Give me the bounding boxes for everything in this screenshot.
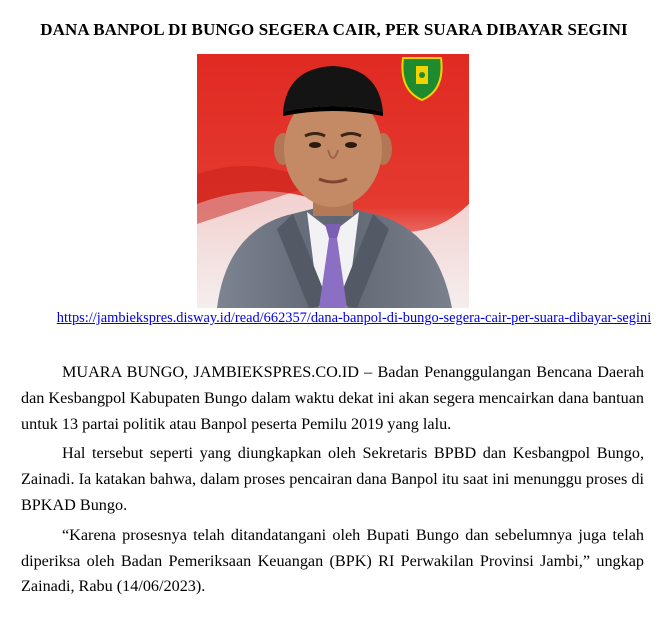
article-photo (197, 54, 469, 308)
source-link[interactable]: https://jambiekspres.disway.id/read/662357/dana-banpol-di-bungo-segera-cair-per-suara-dibayar-segini (56, 310, 652, 326)
article-title: DANA BANPOL DI BUNGO SEGERA CAIR, PER SUARA DIBAYAR SEGINI (40, 20, 628, 39)
paragraph: “Karena prosesnya telah ditandatangani oleh Bupati Bungo dan sebelumnya juga telah diperiksa oleh Badan Pemeriksaan Keuangan (BPK) RI Perwakilan Provinsi Jambi,” ungkap Zainadi, Rabu (14/06/2023). (21, 525, 644, 596)
article-body (21, 360, 644, 604)
paragraph: Hal tersebut seperti yang diungkapkan oleh Sekretaris BPBD dan Kesbangpol Bungo, Zainadi. Ia katakan bahwa, dalam proses pencairan dana Banpol itu saat ini menunggu proses di BPKAD Bungo. (21, 444, 644, 514)
paragraph: MUARA BUNGO, JAMBIEKSPRES.CO.ID – Badan Penanggulangan Bencana Daerah dan Kesbangpol Kabupaten Bungo dalam waktu dekat ini akan segera mencairkan dana bantuan untuk 13 partai politik atau Banpol peserta Pemilu 2019 yang lalu. (21, 363, 644, 433)
